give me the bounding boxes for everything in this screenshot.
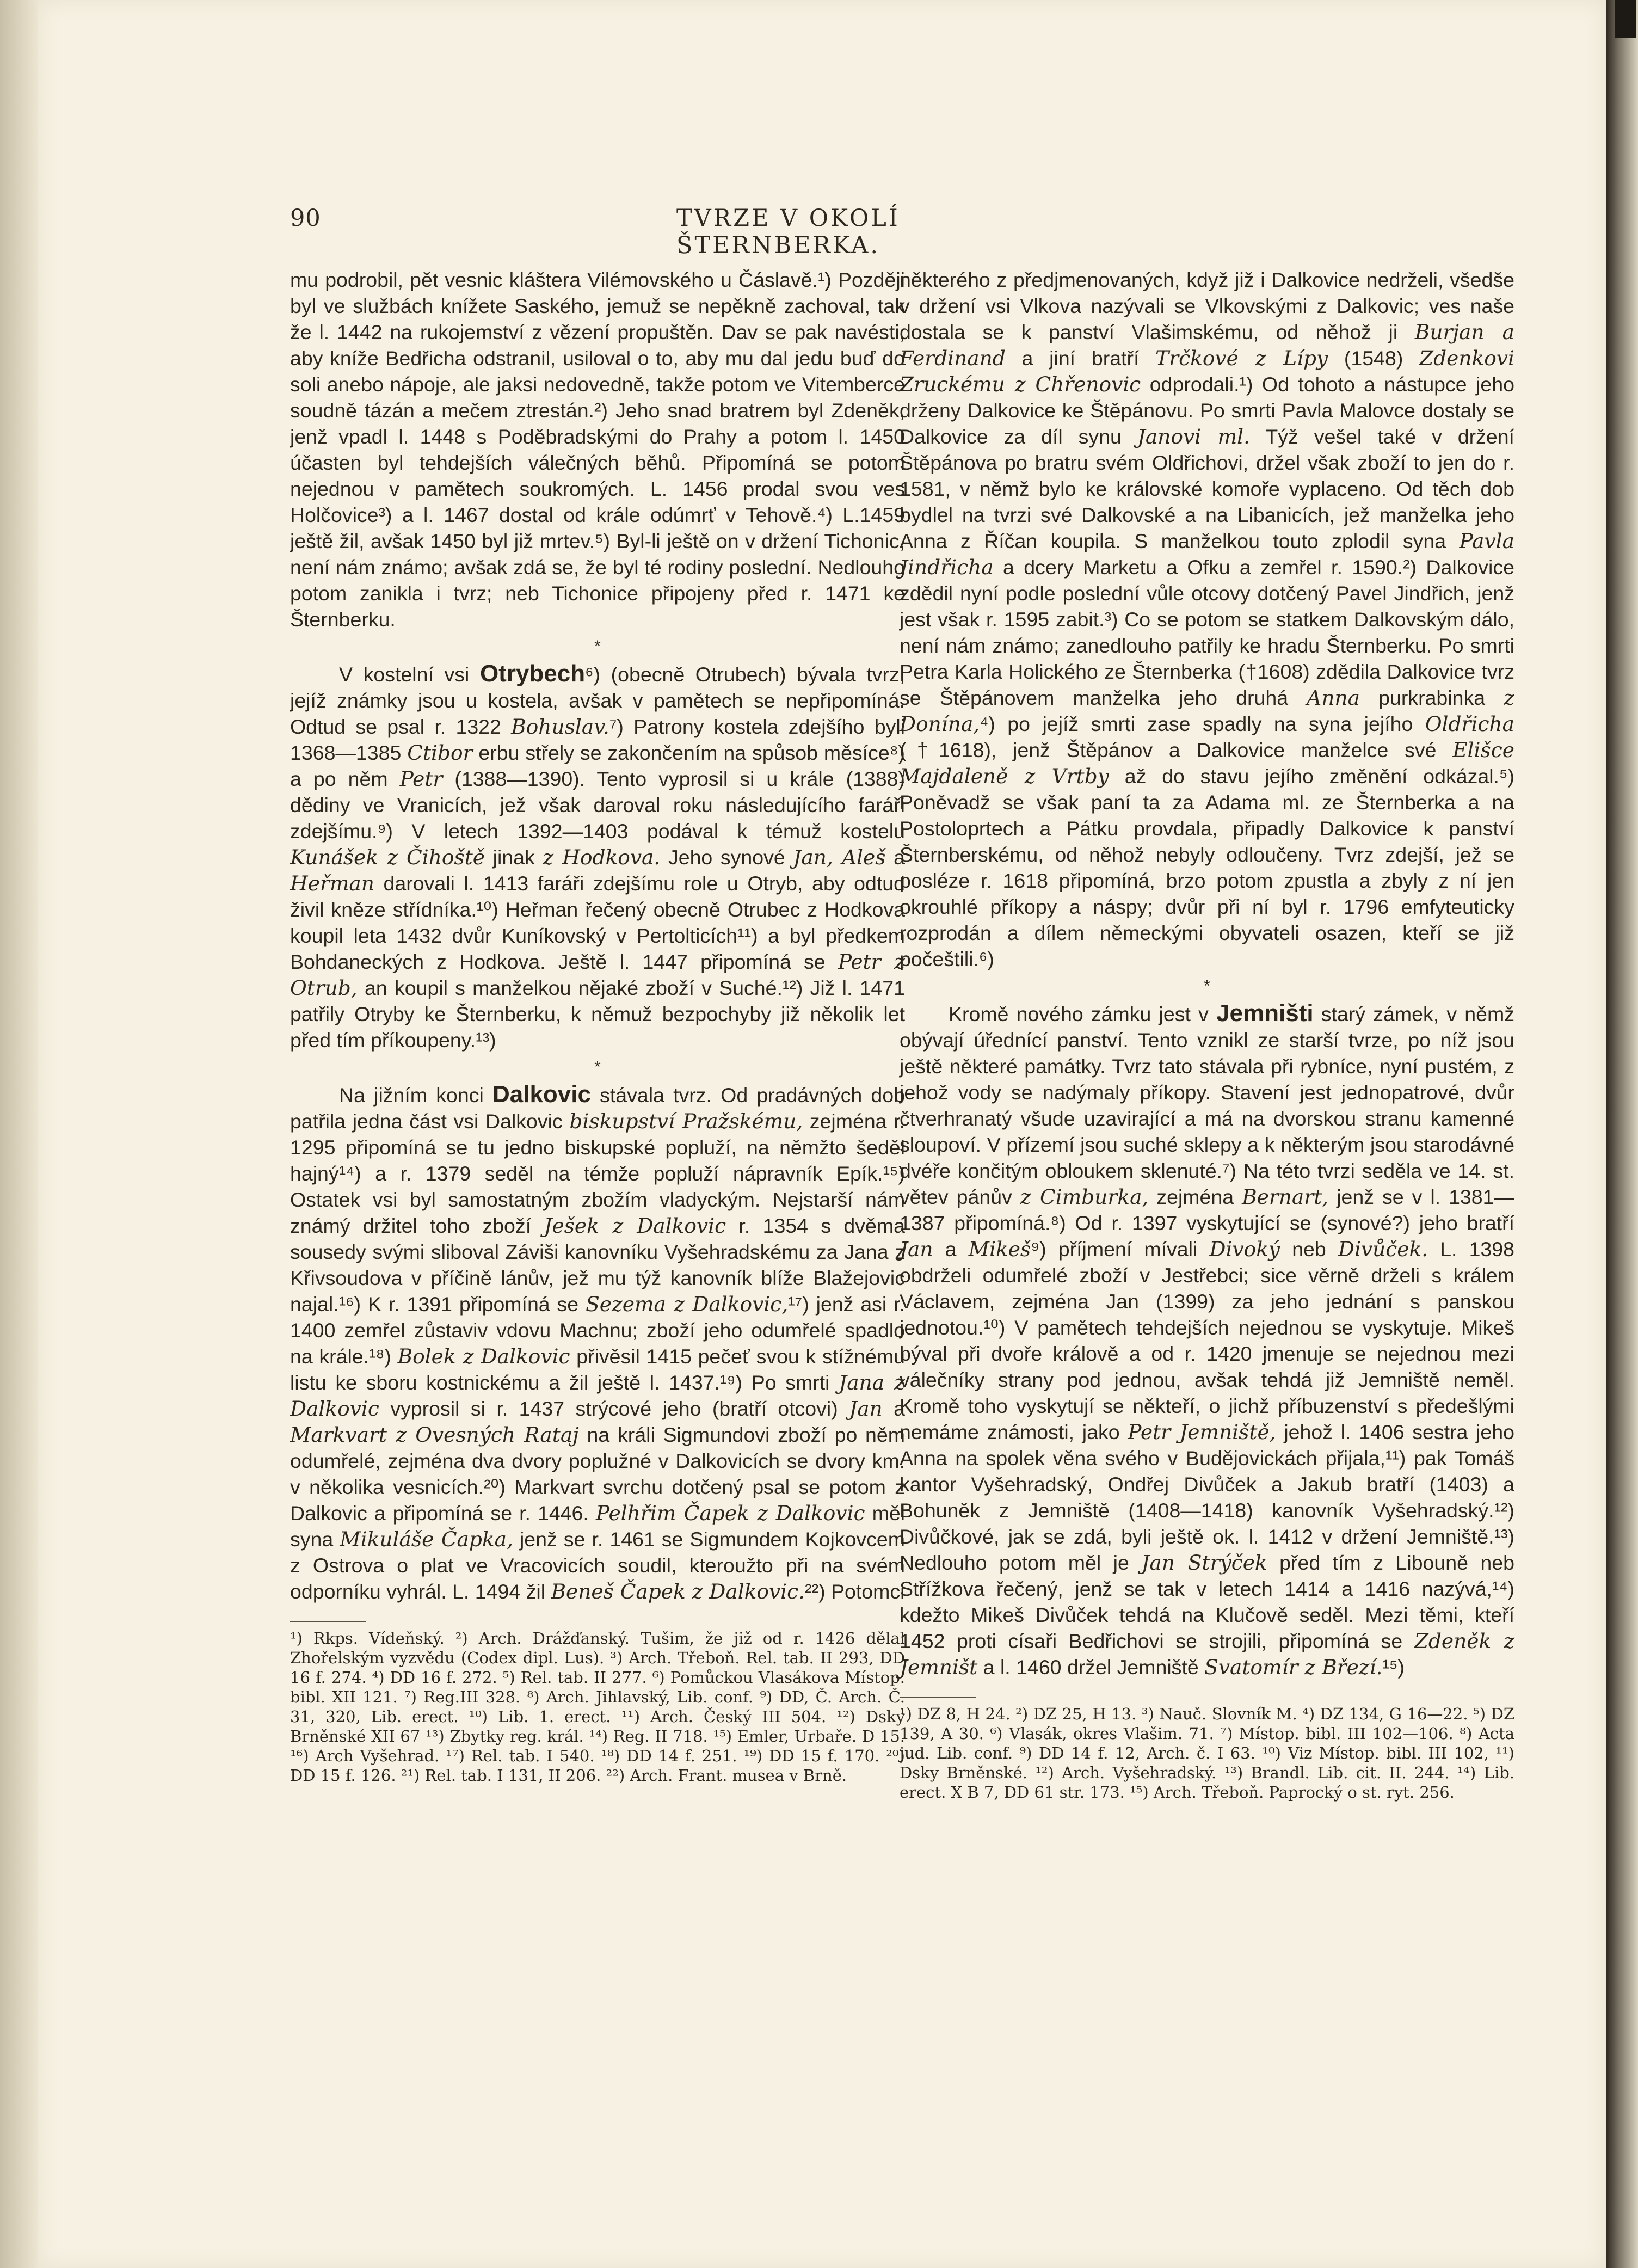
section-separator: * xyxy=(1204,977,1210,995)
footnotes-left: ¹) Rkps. Vídeňský. ²) Arch. Drážďanský. Tušim, že již od r. 1426 dělal Zhořelským vyzvědu (Codex dipl. Lus). ³) Arch. Třeboň. Rel. tab. II 293, DD 16 f. 274. ⁴) DD 16 f. 272. ⁵) Rel. tab. II 277. ⁶) Pomůckou Vlasákova Místop. bibl. XII 121. ⁷) Reg.III 328. ⁸) Arch. Jihlavský, Lib. conf. ⁹) DD, Č. Arch. Č. 31, 320, Lib. erect. ¹⁰) Lib. 1. erect. ¹¹) Arch. Český III 504. ¹²) Dsky Brněnské XII 67 ¹³) Zbytky reg. král. ¹⁴) Reg. II 718. ¹⁵) Emler, Urbaře. D 15. ¹⁶) Arch Vyšehrad. ¹⁷) Rel. tab. I 540. ¹⁸) DD 14 f. 251. ¹⁹) DD 15 f. 170. ²⁰) DD 15 f. 126. ²¹) Rel. tab. I 131, II 206. ²²) Arch. Frant. musea v Brně. xyxy=(290,1629,905,1785)
place-name-dalkovice: Dalkovic xyxy=(492,1081,591,1108)
paragraph-dalkovice-continued: některého z předjmenovaných, když již i Dalkovice nedrželi, všedše v držení vsi Vlkova nazývali se Vlkovskými z Dalkovic; ves naše dostala se k panství Vlašimskému, od něhož ji Burjan a Ferdinand a jiní bratří Trčkové z Lípy (1548) Zdenkovi Zruckému z Chřenovic odprodali.¹) Od tohoto a nástupce jeho drženy Dalkovice ke Štěpánovu. Po smrti Pavla Malovce dostaly se Dalkovice za díl synu Janovi ml. Týž vešel také v držení Štěpánova po bratru svém Oldřichovi, držel však zboží to jen do r. 1581, v němž bylo ke královské komoře vyplaceno. Od těch dob bydlel na tvrzi své Dalkovské a na Libanicích, jež manželka jeho Anna z Říčan koupila. S manželkou touto zplodil syna Pavla Jindřicha a dcery Marketu a Ofku a zemřel r. 1590.²) Dalkovice zdědil nyní podle poslední vůle otcovy dotčený Pavel Jindřich, jenž jest však r. 1595 zabit.³) Co se potom se statkem Dalkovským dálo, není nám známo; zanedlouho patřily ke hradu Šternberku. Po smrti Petra Karla Holického ze Šternberka (†1608) zdědila Dalkovice tvrz se Štěpánovem manželka jeho druhá Anna purkrabinka z Donína,⁴) po jejíž smrti zase spadly na syna jejího Oldřicha (†1618), jenž Štěpánov a Dalkovice manželce své Elišce Majdaleně z Vrtby až do stavu jejího změnění odkázal.⁵) Poněvadž se však paní ta za Adama ml. ze Šternberka a na Postoloprtech a Pátku provdala, připadly Dalkovice k panství Šternberskému, od něhož nebyly odloučeny. Tvrz zdejší, jež se posléze r. 1618 připomíná, brzo potom zpustla a zbyly z ní jen okrouhlé příkopy a náspy; dvůr při ní byl r. 1796 emfyteuticky rozprodán a dílem německými obyvateli osazen, kteří se již počeštili.⁶) xyxy=(900,268,1515,970)
left-column xyxy=(290,267,905,1785)
paragraph-jemniste: Kromě nového zámku jest v Jemništi starý zámek, v němž obývají úřednící panství. Tento vznikl ze starší tvrze, po níž jsou ještě některé památky. Tvrz tato stávala při rybníce, nyní pustém, z jehož vody se nadýmaly příkopy. Stavení jest jednopatrové, dvůr čtverhranatý všude uzavirající a má na dvorskou stranu kamenné sloupoví. V přízemí jsou suché sklepy a k některým jsou starodávné dvéře končitým obloukem sklenuté.⁷) Na této tvrzi seděla ve 14. st. větev pánův z Cimburka, zejména Bernart, jenž se v l. 1381—1387 připomíná.⁸) Od r. 1397 vyskytující se (synové?) jeho bratří Jan a Mikeš⁹) příjmení mívali Divoký neb Divůček. L. 1398 obdrželi odumřelé zboží v Jestřebci; sice věrně drželi s králem Václavem, zejména Jan (1399) za jeho jednání s panskou jednotou.¹⁰) V pamětech tehdejších nejednou se vyskytuje. Mikeš býval při dvoře králově a od r. 1420 jmenuje se nejednou mezi válečníky strany pod jednou, avšak tehdá již Jemniště neměl. Kromě toho vyskytují se někteří, o jichž příbuzenství s předešlými nemáme známosti, jako Petr Jemniště, jehož l. 1406 sestra jeho Anna na spolek věna svého v Budějovickách přijala,¹¹) pak Tomáš kantor Vyšehradský, Ondřej Divůček a Jakub bratří (1403) a Bohuněk z Jemniště (1408—1418) kanovník Vyšehradský.¹²) Divůčkové, jak se zdá, byli ještě ok. l. 1412 v držení Jemniště.¹³) Nedlouho potom měl je Jan Strýček před tím z Libouně neb Střížkova řečený, jenž se tak v letech 1414 a 1416 nazývá,¹⁴) kdežto Mikeš Divůček tehdá na Klučově seděl. Mezi těmi, kteří 1452 proti císaři Bedřichovi se strojili, připomíná se Zdeněk z Jemništ a l. 1460 držel Jemniště Svatomír z Březí.¹⁵) xyxy=(900,1000,1515,1679)
paragraph-otryby: V kostelní vsi Otrybech⁶) (obecně Otrubech) bývala tvrz, jejíž známky jsou u kostela, avšak v pamětech se nepřipomíná. Odtud se psal r. 1322 Bohuslav.⁷) Patrony kostela zdejšího byli 1368—1385 Ctibor erbu střely se zakončením na spůsob měsíce⁸) a po něm Petr (1388—1390). Tento vyprosil si u krále (1388) dědiny ve Vranicích, jež však daroval roku následujícího faráři zdejšímu.⁹) V letech 1392—1403 podával k témuž kostelu Kunášek z Čihoště jinak z Hodkova. Jeho synové Jan, Aleš a Heřman darovali l. 1413 faráři zdejšímu role u Otryb, aby odtud živil kněze střídníka.¹⁰) Heřman řečený obecně Otrubec z Hodkova koupil leta 1432 dvůr Kuníkovský v Pertolticích¹¹) a byl předkem Bohdaneckých z Hodkova. Ještě l. 1447 připomíná se Petr z Otrub, an koupil s manželkou nějaké zboží v Suché.¹²) Již l. 1471 patřily Otryby ke Šternberku, k němuž bezpochyby již několik let před tím příkoupeny.¹³) xyxy=(290,660,906,1052)
page-number: 90 xyxy=(290,205,321,232)
footnote-rule xyxy=(900,1697,976,1698)
page-header xyxy=(290,205,1085,259)
right-column xyxy=(900,267,1514,1802)
place-name-jemniste: Jemništi xyxy=(1216,1000,1314,1027)
paragraph-dalkovice: Na jižním konci Dalkovic stávala tvrz. Od pradávných dob patřila jedna část vsi Dalkovic biskupství Pražskému, zejména r. 1295 připomíná se tu jedno biskupské popluží, na němžto šeděl hajný¹⁴) a r. 1379 seděl na témže popluží nápravník Epík.¹⁵) Ostatek vsi byl samostatným zbožím vladyckým. Nejstarší nám známý držitel toho zboží Ješek z Dalkovic r. 1354 s dvěma sousedy svými sliboval Záviši kanovníku Vyšehradskému za Jana z Křivsoudova v příčině lánův, jež mu týž kanovník blíže Blažejovic najal.¹⁶) K r. 1391 připomíná se Sezema z Dalkovic,¹⁷) jenž asi r. 1400 zemřel zůstaviv vdovu Machnu; zboží jeho odumřelé spadlo na krále.¹⁸) Bolek z Dalkovic přivěsil 1415 pečeť svou k stížnému listu ke sboru kostnickému a žil ještě l. 1437.¹⁹) Po smrti Jana z Dalkovic vyprosil si r. 1437 strýcové jeho (bratří otcovi) Jan a Markvart z Ovesných Rataj na králi Sigmundovi zboží po něm odumřelé, zejména dva dvory poplužné v Dalkovicích se dvory km. v několika vesnicích.²⁰) Markvart svrchu dotčený psal se potom z Dalkovic a připomíná se r. 1446. Pelhřim Čapek z Dalkovic měl syna Mikuláše Čapka, jenž se r. 1461 se Sigmundem Kojkovcem z Ostrova o plat ve Vracovicích soudil, kteroužto při na svém odporníku vyhrál. L. 1494 žil Beneš Čapek z Dalkovic.²²) Potomci xyxy=(290,1081,906,1603)
place-name-otryby: Otrybech xyxy=(479,660,586,687)
running-title: TVRZE V OKOLÍ ŠTERNBERKA. xyxy=(676,205,900,259)
section-separator: * xyxy=(594,637,601,655)
book-binding-edge xyxy=(1606,0,1638,2268)
paragraph-tichonice: mu podrobil, pět vesnic kláštera Vilémovského u Čáslavě.¹) Později byl ve službách knížete Saského, jemuž se nepěkně zachoval, tak že l. 1442 na rukojemství z vězení propuštěn. Dav se pak navésti, aby kníže Bedřicha odstranil, usiloval o to, aby mu dal jedu buď do soli anebo nápoje, ale jaksi nedovedně, takže potom ve Vitemberce soudně tázán a mečem ztrestán.²) Jeho snad bratrem byl Zdeněk, jenž vpadl l. 1448 s Poděbradskými do Prahy a potom l. 1450 účasten byl tehdejších válečných běhů. Připomíná se potom nejednou v pamětech soukromých. L. 1456 prodal svou ves Holčovice³) a l. 1467 dostal od krále odúmrť v Tehově.⁴) L.1459 ještě žil, avšak 1450 byl již mrtev.⁵) Byl-li ještě on v držení Tichonic, není nám známo; avšak zdá se, že byl té rodiny poslední. Nedlouho potom zanikla i tvrz; neb Tichonice připojeny před r. 1471 ke Šternberku. xyxy=(290,268,905,631)
footnote-rule xyxy=(290,1621,366,1622)
page-left-margin xyxy=(0,0,38,2268)
section-separator: * xyxy=(594,1058,601,1076)
footnotes-right: ¹) DZ 8, H 24. ²) DZ 25, H 13. ³) Nauč. Slovník M. ⁴) DZ 134, G 16—22. ⁵) DZ 139, A 30. ⁶) Vlasák, okres Vlašim. 71. ⁷) Místop. bibl. III 102—106. ⁸) Acta jud. Lib. conf. ⁹) DD 14 f. 12, Arch. č. I 63. ¹⁰) Viz Místop. bibl. III 102, ¹¹) Dsky Brněnské. ¹²) Arch. Vyšehradský. ¹³) Brandl. Lib. cit. II. 244. ¹⁴) Lib. erect. X B 7, DD 61 str. 173. ¹⁵) Arch. Třeboň. Paprocký o st. ryt. 256. xyxy=(900,1705,1514,1802)
corner-tab xyxy=(1615,0,1636,38)
